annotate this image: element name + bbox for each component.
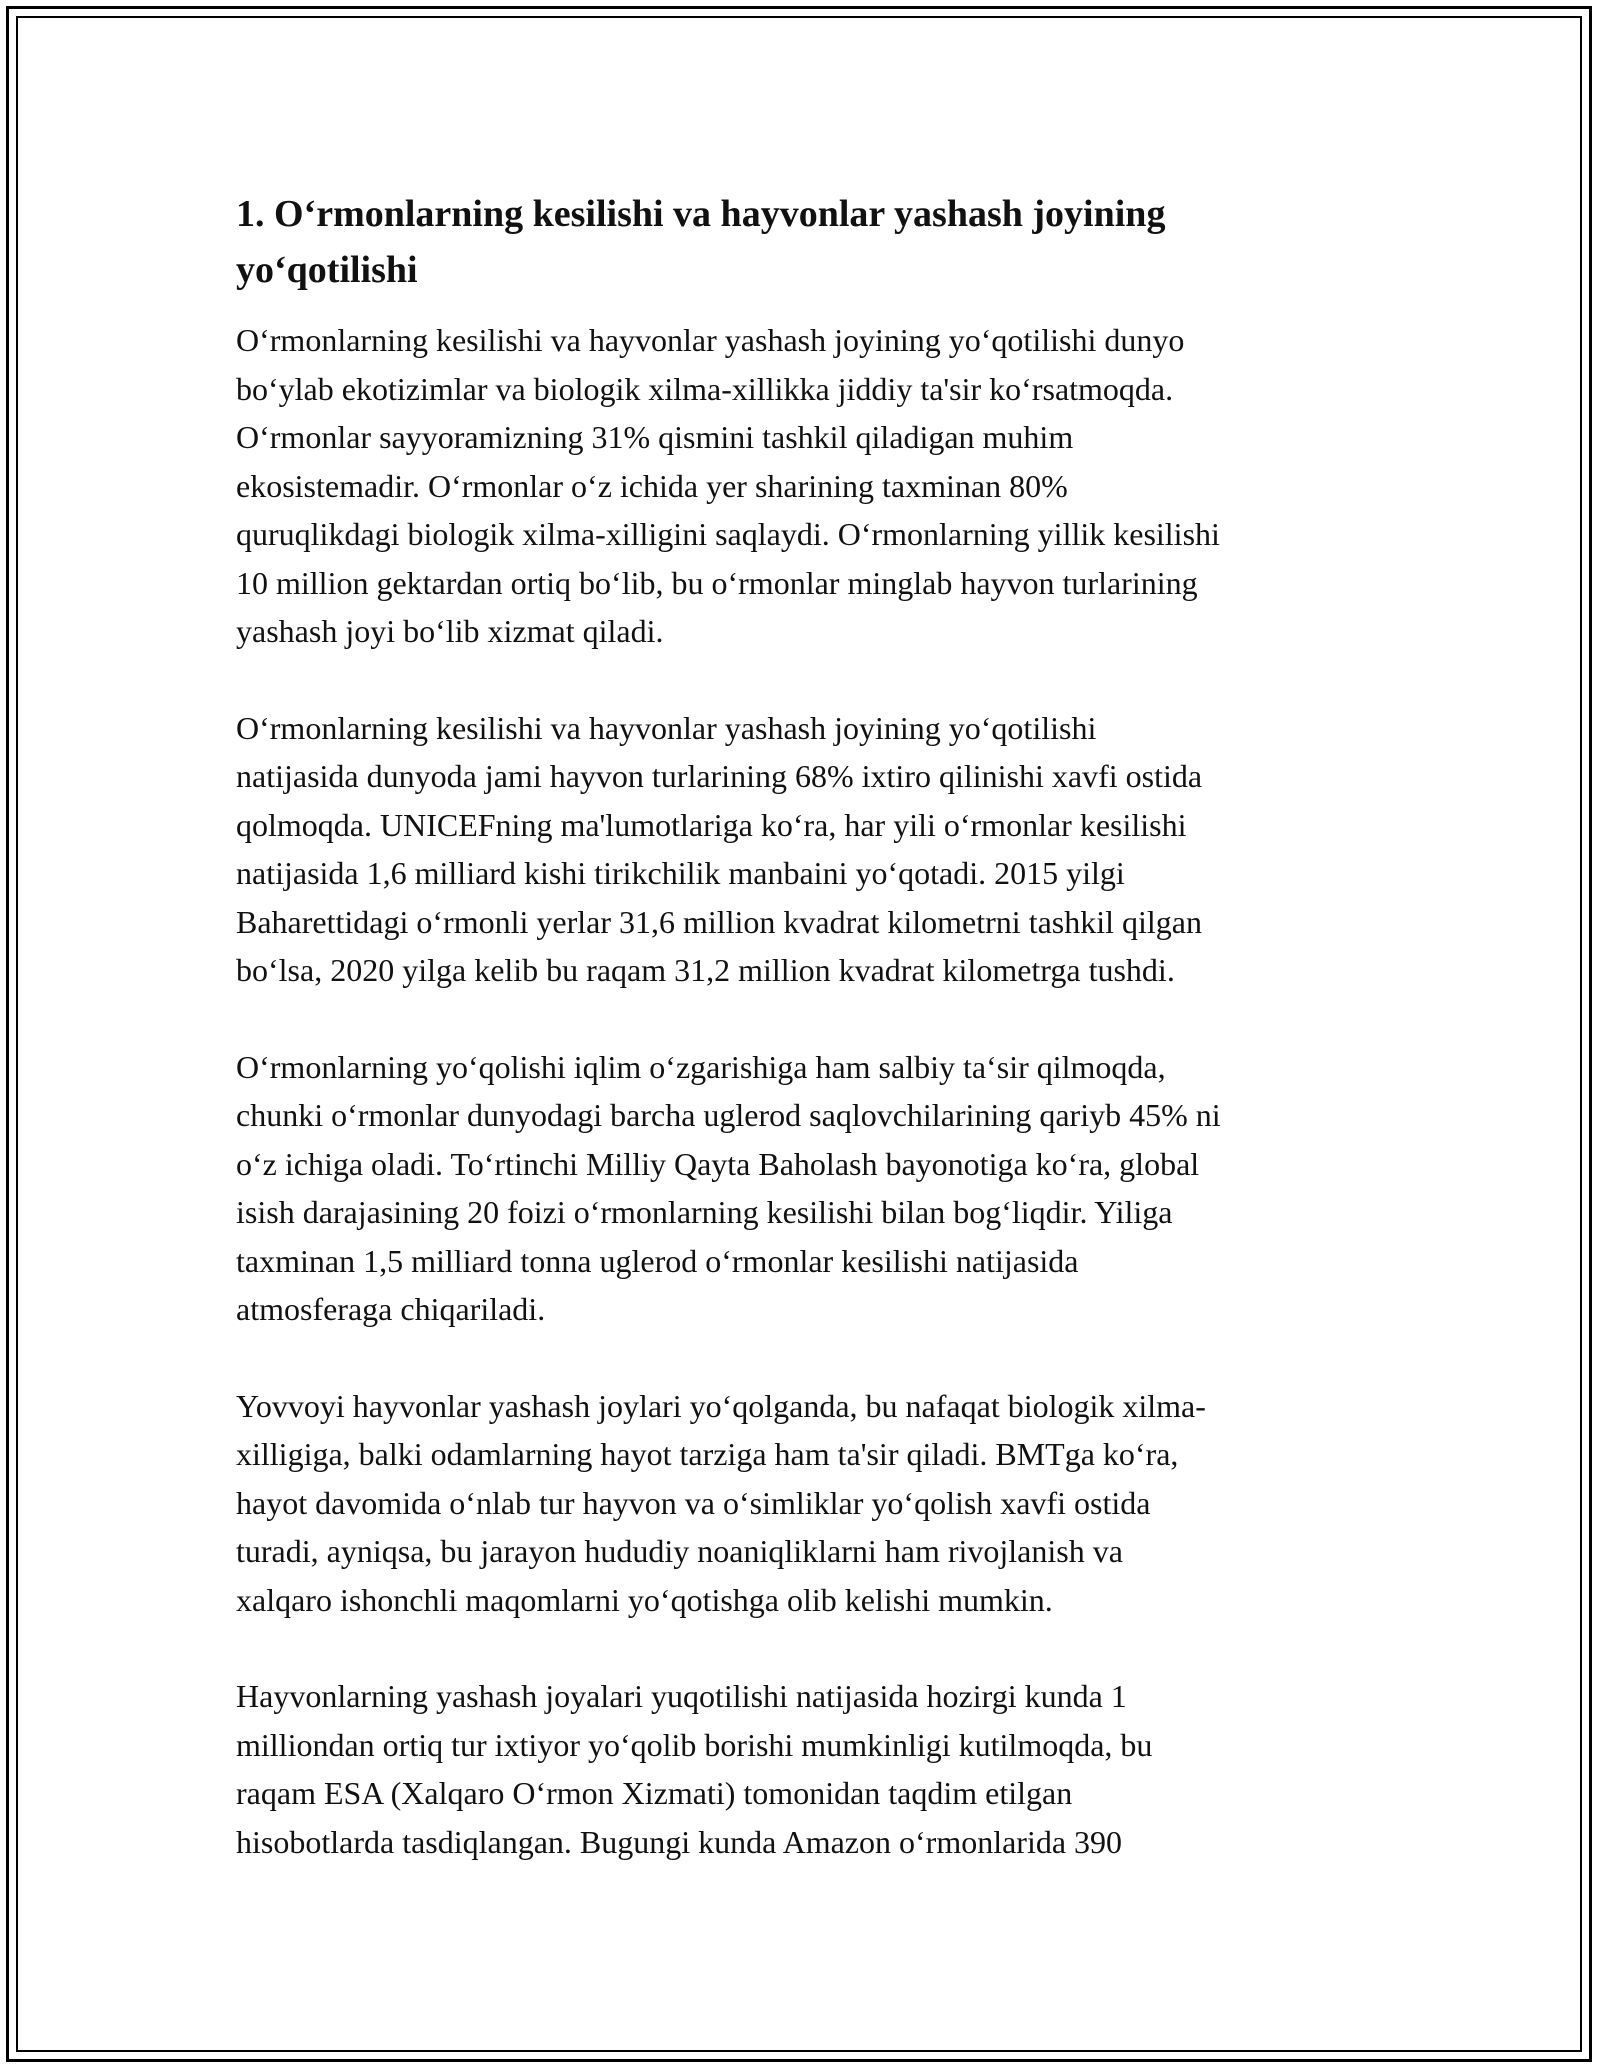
paragraph-line: natijasida 1,6 milliard kishi tirikchilik manbaini yo‘qotadi. 2015 yilgi <box>236 855 1125 891</box>
paragraph-line: milliondan ortiq tur ixtiyor yo‘qolib borishi mumkinligi kutilmoqda, bu <box>236 1726 1153 1763</box>
paragraph-line: taxminan 1,5 milliard tonna uglerod o‘rmonlar kesilishi natijasida <box>236 1242 1079 1279</box>
paragraph-line: qolmoqda. UNICEFning ma'lumotlariga ko‘ra, har yili o‘rmonlar kesilishi <box>236 806 1187 843</box>
paragraph-line: hisobotlarda tasdiqlangan. Bugungi kunda Amazon o‘rmonlarida 390 <box>236 1823 1123 1860</box>
paragraph-line: turadi, ayniqsa, bu jarayon hududiy noaniqliklarni ham rivojlanish va <box>236 1533 1123 1569</box>
paragraph-line: O‘rmonlarning yo‘qolishi iqlim o‘zgarishiga ham salbiy ta‘sir qilmoqda, <box>236 1048 1166 1085</box>
paragraph-line: bo‘ylab ekotizimlar va biologik xilma-xillikka jiddiy ta'sir ko‘rsatmoqda. <box>236 370 1174 407</box>
paragraph-line: O‘rmonlarning kesilishi va hayvonlar yashash joyining yo‘qotilishi dunyo <box>236 322 1185 358</box>
heading-line: yo‘qotilishi <box>236 249 418 291</box>
paragraph <box>236 316 1386 656</box>
paragraph-line: o‘z ichiga oladi. To‘rtinchi Milliy Qayta Baholash bayonotiga ko‘ra, global <box>236 1145 1200 1182</box>
paragraph-line: O‘rmonlarning kesilishi va hayvonlar yashash joyining yo‘qotilishi <box>236 709 1097 746</box>
paragraph-line: Yovvoyi hayvonlar yashash joylari yo‘qolganda, bu nafaqat biologik xilma- <box>236 1387 1206 1424</box>
paragraph <box>236 1382 1386 1625</box>
paragraph-line: hayot davomida o‘nlab tur hayvon va o‘simliklar yo‘qolish xavfi ostida <box>236 1484 1151 1521</box>
paragraph-line: ekosistemadir. O‘rmonlar o‘z ichida yer sharining taxminan 80% <box>236 467 1068 504</box>
paragraph-line: natijasida dunyoda jami hayvon turlarining 68% ixtiro qilinishi xavfi ostida <box>236 758 1203 794</box>
paragraph-line: bo‘lsa, 2020 yilga kelib bu raqam 31,2 million kvadrat kilometrga tushdi. <box>236 952 1175 988</box>
paragraph-line: Baharettidagi o‘rmonli yerlar 31,6 million kvadrat kilometrni tashkil qilgan <box>236 903 1202 940</box>
paragraph-line: isish darajasining 20 foizi o‘rmonlarning kesilishi bilan bog‘liqdir. Yiliga <box>236 1194 1173 1230</box>
paragraph-line: atmosferaga chiqariladi. <box>236 1291 546 1327</box>
paragraph-line: O‘rmonlar sayyoramizning 31% qismini tashkil qiladigan muhim <box>236 419 1074 455</box>
heading-line: 1. O‘rmonlarning kesilishi va hayvonlar yashash joyining <box>236 193 1166 235</box>
paragraph-line: 10 million gektardan ortiq bo‘lib, bu o‘rmonlar minglab hayvon turlarining <box>236 564 1198 601</box>
paragraph-line: quruqlikdagi biologik xilma-xilligini saqlaydi. O‘rmonlarning yillik kesilishi <box>236 516 1220 552</box>
paragraph <box>236 1043 1386 1334</box>
paragraph-line: chunki o‘rmonlar dunyodagi barcha uglerod saqlovchilarining qariyb 45% ni <box>236 1097 1221 1133</box>
paragraph-line: yashash joyi bo‘lib xizmat qiladi. <box>236 613 664 649</box>
document-body <box>236 186 1386 1914</box>
paragraph <box>236 704 1386 995</box>
paragraph-line: raqam ESA (Xalqaro O‘rmon Xizmati) tomonidan taqdim etilgan <box>236 1775 1073 1811</box>
paragraph-line: Hayvonlarning yashash joyalari yuqotilishi natijasida hozirgi kunda 1 <box>236 1678 1127 1714</box>
section-heading <box>236 186 1386 298</box>
paragraph-line: xalqaro ishonchli maqomlarni yo‘qotishga olib kelishi mumkin. <box>236 1581 1053 1618</box>
paragraph-line: xilligiga, balki odamlarning hayot tarziga ham ta'sir qiladi. BMTga ko‘ra, <box>236 1436 1179 1472</box>
paragraph <box>236 1672 1386 1866</box>
